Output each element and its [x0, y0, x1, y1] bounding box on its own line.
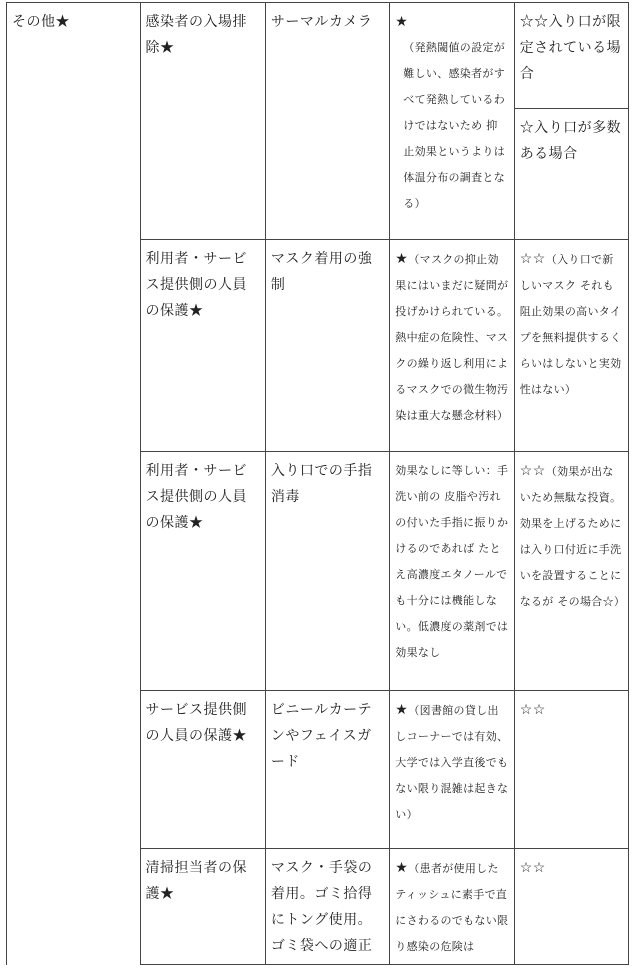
target-label: 利用者・サービス提供側の人員の保護★ — [145, 251, 247, 319]
measure-label: マスク・手袋の着用。ゴミ拾得にトング使用。ゴミ袋への適正 — [270, 860, 373, 954]
eval-note-block — [520, 246, 623, 403]
table-row — [7, 3, 629, 240]
evaluation-cell — [514, 3, 628, 240]
eval-stars: ☆☆ — [519, 702, 546, 718]
rating-note: （発熱閾値の設定が難しい、感染者がすべて発熱しているわけではないため 抑止効果というよりは体温分布の調査となる） — [403, 41, 505, 210]
rating-star: ★ — [395, 702, 409, 718]
eval-note: （入り口で新しいマスク それも阻止効果の高いタイプを無料提供するくらいはしないと実効性はない） — [519, 253, 622, 396]
rating-note: （図書館の貸し出しコーナーでは有効、大学では入学直後でもない限り混雑は起きない） — [395, 704, 509, 821]
rating-note: 効果なしに等しい：手洗い前の 皮脂や汚れの付いた手指に振りかけるのであれば たとえ高濃度エタノールでも十分には機能しない。低濃度の薬剤では効果なし — [395, 464, 509, 659]
rating-note-block — [395, 855, 508, 960]
rating-star: ★ — [395, 860, 409, 876]
eval-stars: ☆☆ — [519, 251, 546, 267]
rating-note: （マスクの抑止効果にはいまだに疑問が投げかけられている。熱中症の危険性、マスクの繰り返し利用によるマスクでの微生物汚染は重大な懸念材料） — [395, 253, 509, 422]
condition-limited-entrance: ☆☆入り口が限定されている場合 — [515, 3, 628, 109]
target-label: 感染者の入場排除★ — [145, 14, 247, 56]
target-label: 利用者・サービス提供側の人員の保護★ — [145, 463, 247, 531]
eval-note: （効果が出ないため無駄な投資。効果を上げるためには入り口付近に手洗いを設置することになるが その場合☆） — [519, 465, 626, 608]
rating-cell — [390, 3, 514, 240]
rating-star: ★ — [395, 251, 409, 267]
rating-cell — [390, 240, 514, 452]
measure-label: サーマルカメラ — [270, 14, 373, 30]
target-cell — [140, 240, 265, 452]
target-label: サービス提供側の人員の保護★ — [145, 702, 247, 744]
evaluation-cell — [514, 452, 628, 691]
condition-many-entrances: ☆入り口が多数ある場合 — [519, 120, 622, 162]
rating-cell — [390, 452, 514, 691]
measure-cell — [265, 240, 389, 452]
rating-cell — [390, 849, 514, 965]
target-cell — [140, 3, 265, 240]
eval-stars: ☆☆ — [519, 860, 546, 876]
measure-label: マスク着用の強制 — [270, 251, 373, 293]
evaluation-cell — [514, 849, 628, 965]
rating-note: （患者が使用したティッシュに素手で直にさわるのでもない限り感染の危険は — [395, 862, 509, 953]
measure-cell — [265, 849, 389, 965]
evaluation-cell — [514, 240, 628, 452]
eval-note-block — [519, 458, 626, 615]
measure-label: ビニールカーテンやフェイスガード — [270, 702, 373, 770]
measure-cell — [265, 3, 389, 240]
rating-note-block — [395, 246, 508, 429]
rating-star: ★ — [395, 14, 409, 30]
eval-stars: ☆☆ — [519, 463, 546, 479]
target-cell — [140, 452, 265, 691]
target-cell — [140, 849, 265, 965]
category-label: その他★ — [12, 14, 70, 30]
measure-cell — [265, 452, 389, 691]
measures-table — [6, 2, 629, 965]
rating-note-block — [395, 697, 508, 828]
measure-label: 入り口での手指消毒 — [270, 463, 373, 505]
target-cell — [140, 691, 265, 849]
category-cell — [7, 3, 141, 965]
rating-cell — [390, 691, 514, 849]
target-label: 清掃担当者の保護★ — [145, 860, 247, 902]
measure-cell — [265, 691, 389, 849]
evaluation-cell — [514, 691, 628, 849]
